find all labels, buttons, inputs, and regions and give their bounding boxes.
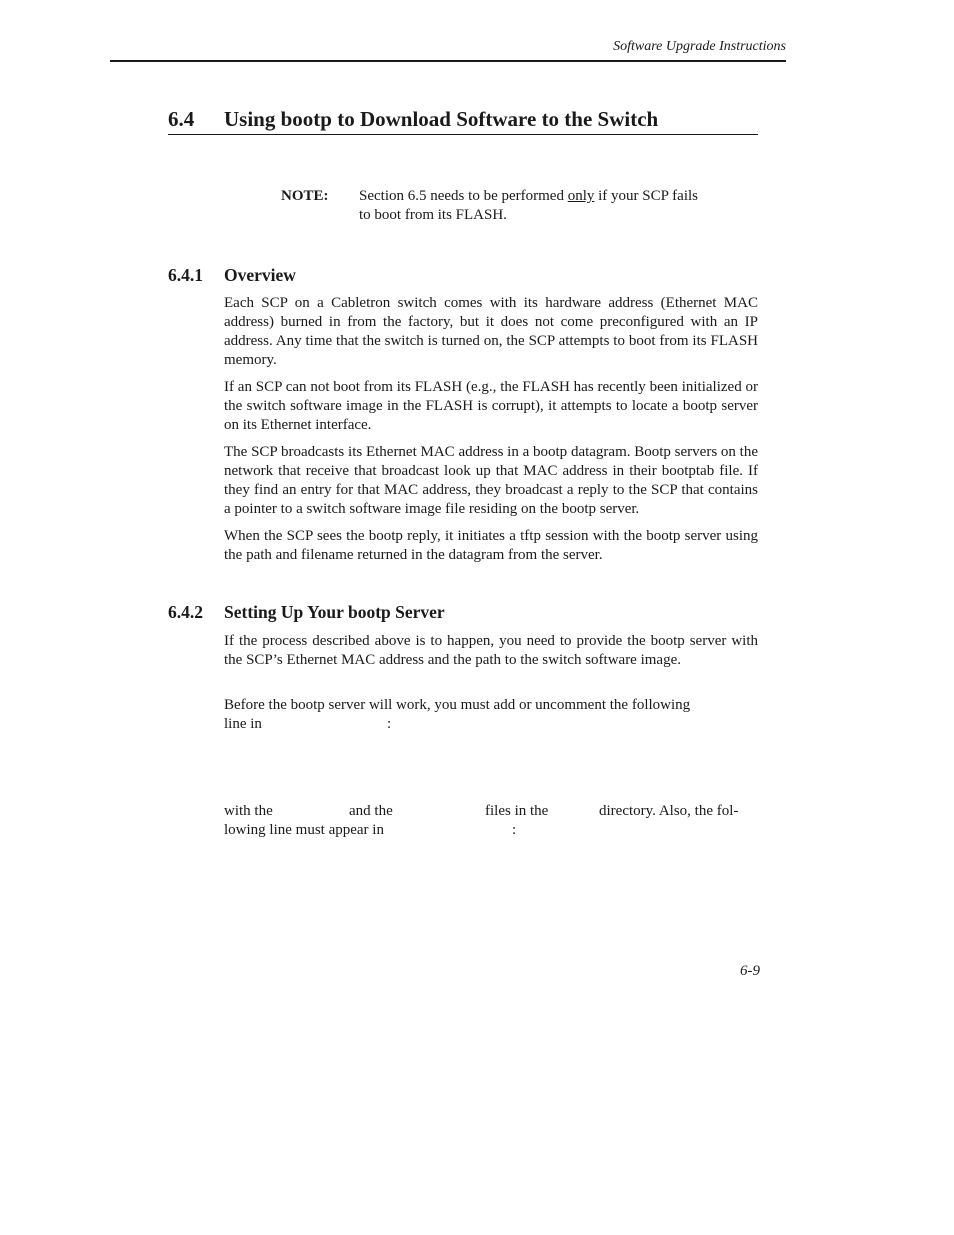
overview-title: Overview <box>224 265 296 285</box>
setup-line-4-start: lowing line must appear in <box>224 822 384 838</box>
setup-line-2-start: line in <box>224 716 262 732</box>
page-number: 6-9 <box>740 963 760 979</box>
setup-heading <box>168 601 445 623</box>
setup-paragraph: If the process described above is to happen, you need to provide the bootp server with the SCP’s Ethernet MAC address and the path to the switch software image. <box>224 633 758 668</box>
header-rule <box>110 60 786 62</box>
setup-line-3-a: with the <box>224 803 273 819</box>
setup-body <box>224 632 758 678</box>
overview-paragraph: If an SCP can not boot from its FLASH (e.g., the FLASH has recently been initialized or the switch software image in the FLASH is corrupt), it attempts to locate a bootp server on its Ethernet interface. <box>224 379 758 433</box>
setup-line-2-colon: : <box>387 716 392 732</box>
setup-line-3-b: and the <box>349 803 393 819</box>
note-label: NOTE: <box>281 188 329 204</box>
setup-title: Setting Up Your bootp Server <box>224 602 445 622</box>
overview-paragraph: Each SCP on a Cabletron switch comes with its hardware address (Ethernet MAC address) burned in from the factory, but it does not come preconfigured with an IP address. Any time that the switch is turned on, the SCP attempts to boot from its FLASH memory. <box>224 295 758 368</box>
note-text-underlined: only <box>567 188 595 204</box>
running-header: Software Upgrade Instructions <box>613 39 786 54</box>
overview-paragraph: The SCP broadcasts its Ethernet MAC address in a bootp datagram. Bootp servers on the network that receive that broadcast look up that MAC address in their bootptab file. If they find an entry for that MAC address, they broadcast a reply to the SCP that contains a pointer to a switch software image file residing on the bootp server. <box>224 444 758 517</box>
setup-number: 6.4.2 <box>168 602 203 622</box>
setup-line-4-colon: : <box>512 822 517 838</box>
overview-number: 6.4.1 <box>168 265 203 285</box>
note-text-after: if your SCP fails to boot from its FLASH. <box>359 188 698 223</box>
section-number: 6.4 <box>168 107 195 131</box>
overview-paragraph: When the SCP sees the bootp reply, it initiates a tftp session with the bootp server using the path and filename returned in the datagram from the server. <box>224 528 758 563</box>
note-text-before: Section 6.5 needs to be performed <box>359 188 568 204</box>
overview-heading <box>168 264 296 286</box>
section-title <box>168 106 758 135</box>
setup-line-3-c: files in the <box>485 803 549 819</box>
overview-body <box>224 294 758 573</box>
setup-line-3-d: directory. Also, the fol- <box>599 803 739 819</box>
section-title-text: Using bootp to Download Software to the Switch <box>224 107 659 131</box>
note-text <box>359 187 699 225</box>
setup-line-1: Before the bootp server will work, you must add or uncomment the following <box>224 697 691 713</box>
